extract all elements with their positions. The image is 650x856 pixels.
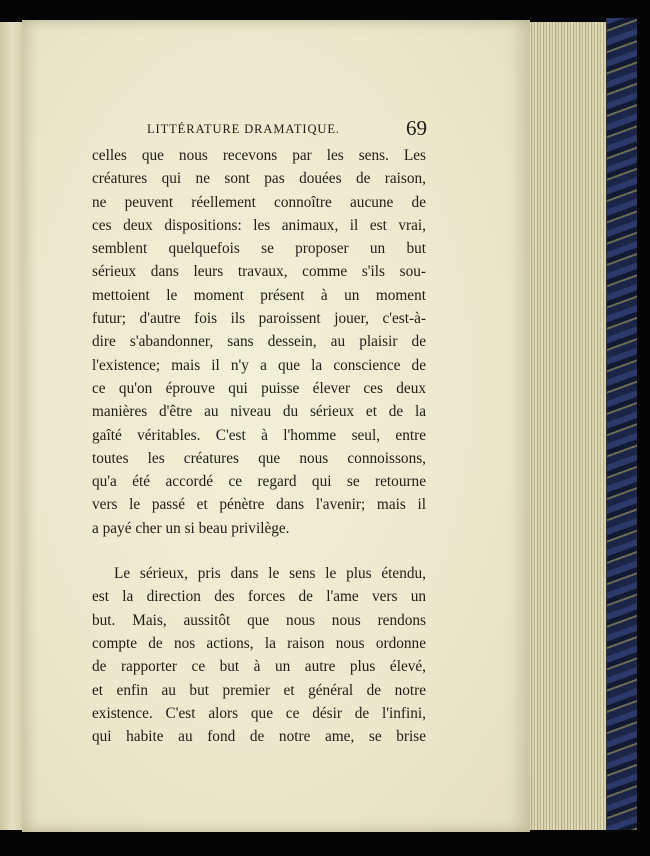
running-title: LITTÉRATURE DRAMATIQUE. (147, 122, 340, 136)
text-line: existence. C'est alors que ce désir de l'infini, (92, 704, 426, 722)
text-line: ce qu'on éprouve qui puisse élever ces deux (92, 379, 426, 397)
text-line: dire s'abandonner, sans dessein, au plaisir de (92, 333, 426, 351)
text-line: but. Mais, aussitôt que nous nous rendons (92, 611, 426, 629)
book-page (22, 20, 530, 832)
text-line: mettoient le moment présent à un moment (92, 286, 426, 304)
paragraph-2 (92, 562, 426, 748)
text-line: manières d'être au niveau du sérieux et de la (92, 403, 426, 421)
text-line: celles que nous recevons par les sens. Les (92, 147, 426, 164)
text-line: l'existence; mais il n'y a que la conscience de (92, 356, 426, 374)
text-line: sérieux dans leurs travaux, comme s'ils sou- (92, 263, 426, 281)
page-number: 69 (406, 116, 427, 140)
paragraph-gap (92, 540, 426, 562)
page-stack-edge (520, 22, 616, 830)
text-line: qui habite au fond de notre ame, se brise (92, 728, 426, 746)
text-line: futur; d'autre fois ils paroissent jouer, c'est-à- (92, 310, 426, 328)
text-line: gaîté véritables. C'est à l'homme seul, entre (92, 426, 426, 444)
paragraph-1 (92, 144, 426, 540)
text-line: créatures qui ne sont pas douées de raison, (92, 170, 426, 188)
text-line: et enfin au but premier et général de notre (92, 681, 426, 699)
text-line: a payé cher un si beau privilège. (92, 519, 290, 537)
body-text (92, 144, 426, 748)
facing-page-edge (0, 22, 23, 830)
marbled-cover (606, 18, 637, 830)
text-line: est la direction des forces de l'ame vers un (92, 588, 426, 606)
text-line: compte de nos actions, la raison nous ordonne (92, 634, 426, 652)
text-line: toutes les créatures que nous connoissons, (92, 449, 426, 467)
text-line: semblent quelquefois se proposer un but (92, 240, 426, 258)
text-line: ces deux dispositions: les animaux, il est vrai, (92, 216, 426, 234)
text-line: Le sérieux, pris dans le sens le plus étendu, (114, 565, 426, 583)
text-line: ne peuvent réellement connoître aucune de (92, 193, 426, 211)
running-header (147, 118, 427, 142)
text-line: vers le passé et pénètre dans l'avenir; mais il (92, 496, 426, 514)
text-line: de rapporter ce but à un autre plus élevé, (92, 658, 426, 676)
text-line: qu'a été accordé ce regard qui se retourne (92, 473, 426, 491)
